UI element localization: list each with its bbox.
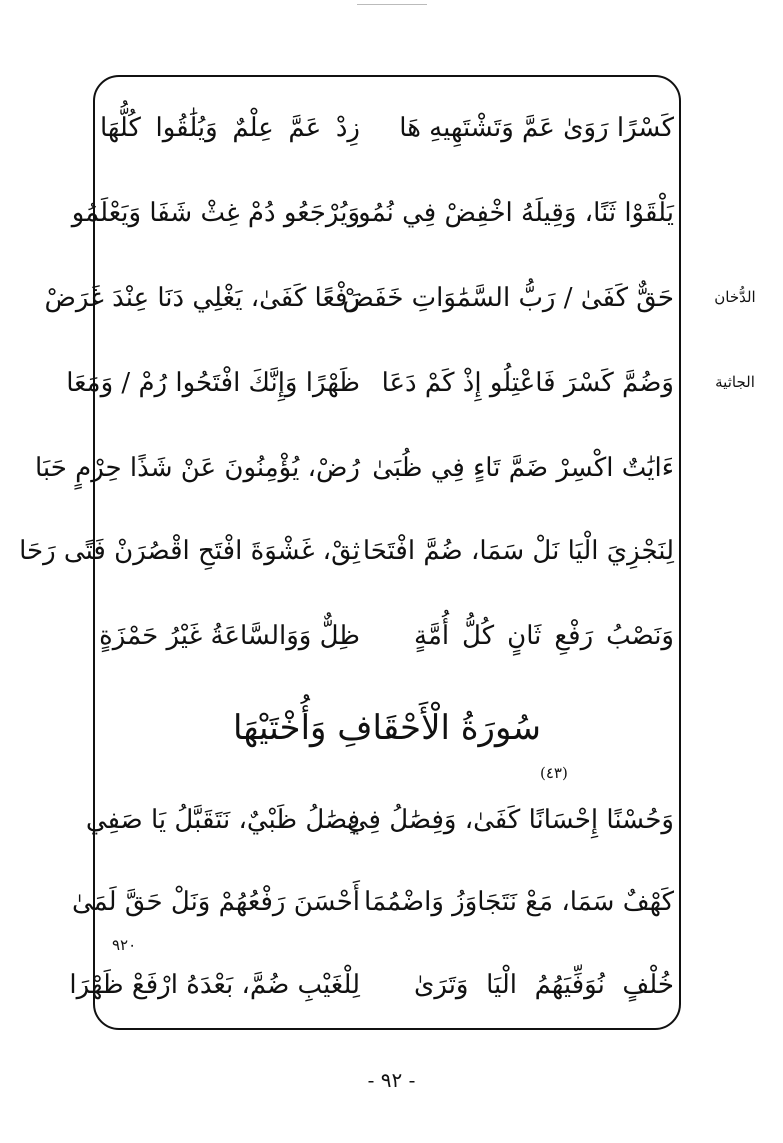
verse-line <box>71 872 674 932</box>
verse-second-hemistich: لِلْغَيْبِ ضُمَّ، بَعْدَهُ ارْفَعْ ظَهْرَا <box>69 970 360 1000</box>
verse-line <box>100 606 674 666</box>
verse-second-hemistich: وَيُرْجَعُو دُمْ غِثْ شَفَا وَيَعْلَمُو <box>71 198 360 228</box>
verse-second-hemistich: رَفْعًا كَفَىٰ، يَغْلِي دَنَا عِنْدَ غَرَضْ <box>44 283 360 313</box>
verse-count-marker: ٩٢٠ <box>112 936 137 954</box>
verse-line <box>69 955 674 1015</box>
verse-first-hemistich: وَضُمَّ كَسْرَ فَاعْتِلُو إِذْ كَمْ دَعَا <box>381 368 674 398</box>
page-number: - ٩٢ - <box>367 1068 416 1092</box>
verse-first-hemistich: لِنَجْزِيَ الْيَا نَلْ سَمَا، ضُمَّ افْتَحَا <box>362 536 674 566</box>
verse-line <box>19 521 674 581</box>
verse-first-hemistich: حَقٌّ كَفَىٰ / رَبُّ السَّمَٰوَاتِ خَفَضْ <box>342 283 674 313</box>
verse-line <box>44 268 674 328</box>
top-rule <box>357 4 427 5</box>
surah-number: (٤٣) <box>540 764 568 782</box>
verse-line <box>85 790 674 850</box>
verse-first-hemistich: كَهْفٌ سَمَا، مَعْ نَتَجَاوَزُ وَاضْمُمَا <box>364 887 674 917</box>
margin-note-jathiya: الجاثية <box>715 373 755 391</box>
verse-first-hemistich: كَسْرًا رَوَىٰ عَمَّ وَتَشْتَهِيهِ هَا <box>399 113 674 143</box>
verse-second-hemistich: فِصَٰلُ ظَبْيٌ، نَتَقَبَّلُ يَا صَفِي <box>85 805 360 835</box>
verse-first-hemistich: ءَايَٰتٌ اكْسِرْ ضَمَّ تَاءٍ فِي ظُبَىٰ <box>372 453 674 483</box>
verse-second-hemistich: ثِقْ، غَشْوَةَ افْتَحِ اقْصُرَنْ فَتًى رَحَا <box>19 536 360 566</box>
verse-second-hemistich: رُضْ، يُؤْمِنُونَ عَنْ شَذًا حِرْمٍ حَبَا <box>35 453 360 483</box>
verse-second-hemistich: ظَهْرًا وَإِنَّكَ افْتَحُوا رُمْ / وَمَعَا <box>66 368 360 398</box>
verse-second-hemistich: زِدْ عَمَّ عِلْمٌ وَيُلَٰقُوا كُلُّهَا <box>100 113 360 143</box>
verse-second-hemistich: أَحْسَنَ رَفْعُهُمْ وَنَلْ حَقَّ لَمَىٰ <box>71 887 360 917</box>
surah-title: سُورَةُ الْأَحْقَافِ وَأُخْتَيْهَا <box>233 708 541 748</box>
verse-line <box>71 183 674 243</box>
margin-note-dukhan: الدُّخان <box>714 288 756 306</box>
verse-first-hemistich: وَنَصْبُ رَفْعِ ثَانٍ كُلُّ أُمَّةٍ <box>414 621 674 651</box>
verse-line <box>100 98 674 158</box>
verse-second-hemistich: ظِلٌّ وَوَالسَّاعَةُ غَيْرُ حَمْزَةٍ <box>99 621 360 651</box>
verse-first-hemistich: وَحُسْنًا إِحْسَانًا كَفَىٰ، وَفِصَٰلُ فِي <box>346 805 674 835</box>
verse-first-hemistich: يَلْقَوْا ثَنًا، وَقِيلَهُ اخْفِضْ فِي نُمُو <box>358 198 674 228</box>
verse-line <box>35 438 674 498</box>
verse-line <box>66 353 674 413</box>
verse-first-hemistich: خُلْفٍ نُوَفِّيَهُمُ الْيَا وَتَرَىٰ <box>414 970 674 1000</box>
